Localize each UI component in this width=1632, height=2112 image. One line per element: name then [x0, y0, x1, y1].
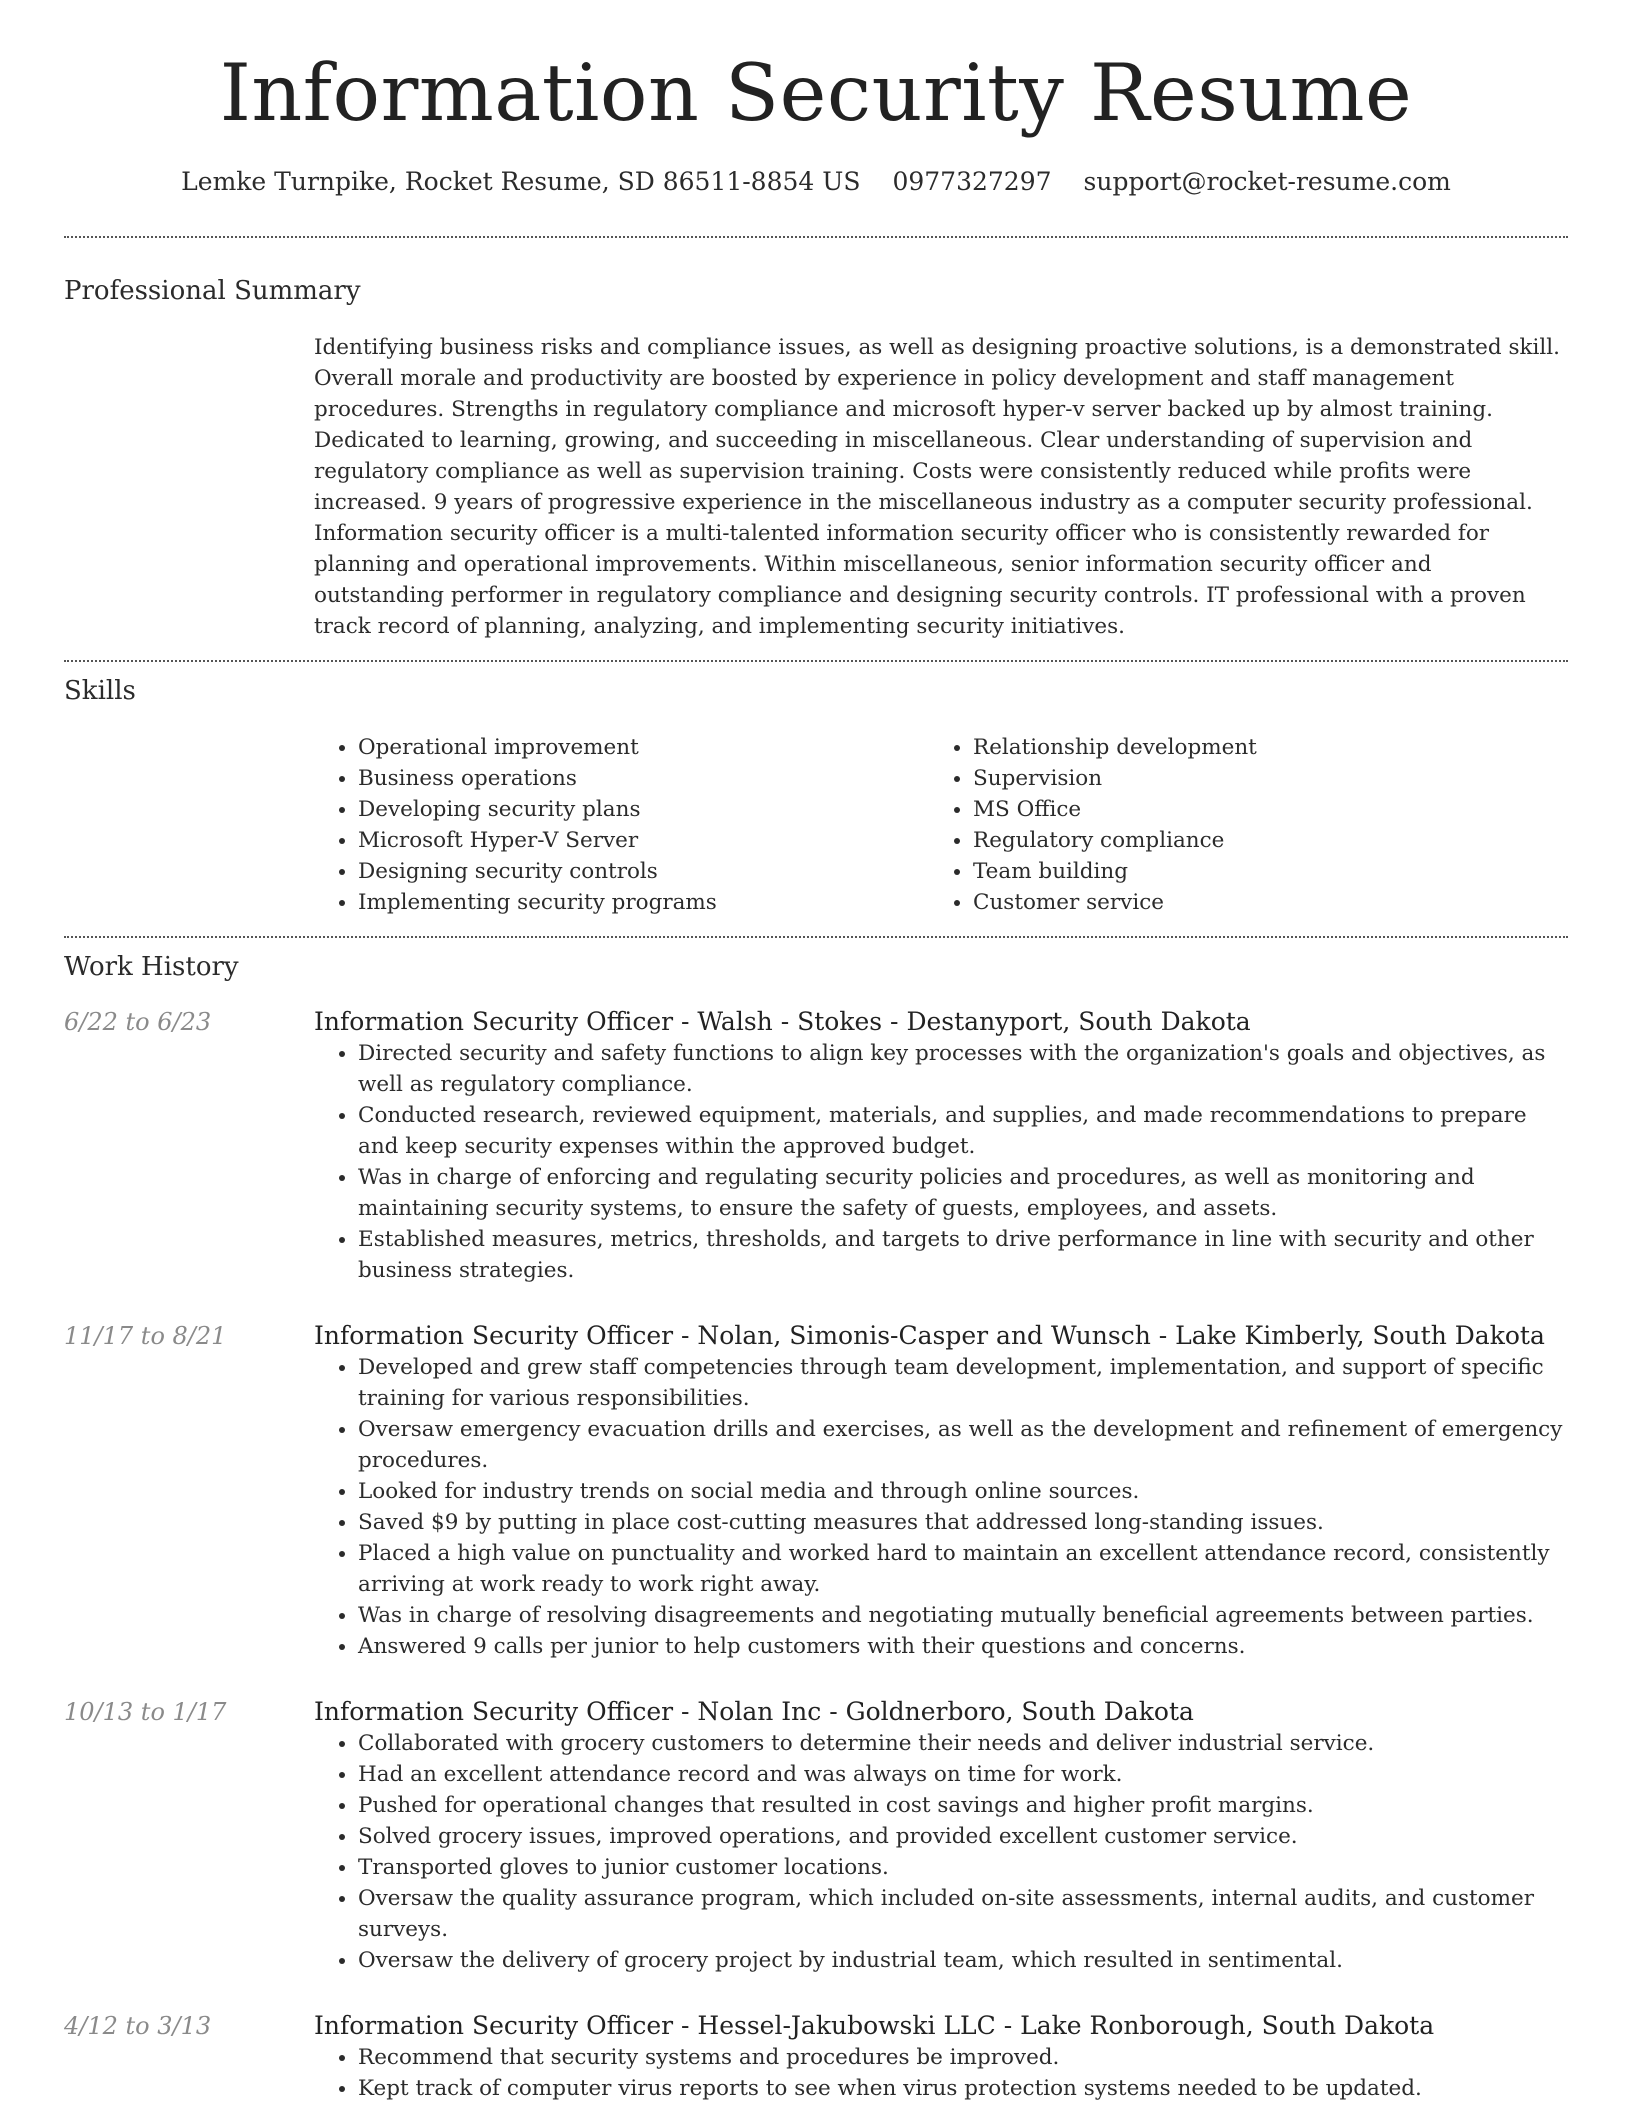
- skill-item: • Team building: [973, 856, 1489, 887]
- contact-line: [64, 167, 1568, 196]
- skills-section: [64, 662, 1568, 936]
- job-dates: 11/17 to 8/21: [64, 1321, 227, 1350]
- skills-grid: [314, 732, 1568, 936]
- job-entry: [64, 1320, 1568, 1662]
- skills-heading: Skills: [64, 675, 136, 706]
- skill-item: • Operational improvement: [358, 732, 929, 763]
- work-history-section: [64, 938, 1568, 2104]
- contact-address: Lemke Turnpike, Rocket Resume, SD 86511-8854 US: [181, 166, 861, 196]
- job-bullet: • Recommend that security systems and procedures be improved.: [358, 2042, 1568, 2073]
- job-body: [314, 1320, 1568, 1662]
- job-dates: 4/12 to 3/13: [64, 2011, 212, 2040]
- job-body: [314, 2010, 1568, 2104]
- job-bullet: • Kept track of computer virus reports to see when virus protection systems needed to be updated.: [358, 2073, 1568, 2104]
- job-bullet: • Had an excellent attendance record and was always on time for work.: [358, 1759, 1568, 1790]
- job-bullet: • Looked for industry trends on social media and through online sources.: [358, 1476, 1568, 1507]
- skill-item: • Relationship development: [973, 732, 1489, 763]
- job-bullet: • Placed a high value on punctuality and worked hard to maintain an excellent attendance record, consistently arriving at work ready to work right away.: [358, 1538, 1568, 1600]
- job-dates: 10/13 to 1/17: [64, 1697, 227, 1726]
- resume-title: Information Security Resume: [219, 47, 1413, 139]
- skills-list-right: [929, 732, 1489, 918]
- resume-header: [64, 0, 1568, 196]
- skills-list-left: [314, 732, 929, 918]
- contact-phone: 0977327297: [892, 166, 1052, 196]
- skill-item: • Implementing security programs: [358, 887, 929, 918]
- job-entry: [64, 1696, 1568, 1976]
- skill-item: • Regulatory compliance: [973, 825, 1489, 856]
- skill-item: • Customer service: [973, 887, 1489, 918]
- job-body: [314, 1696, 1568, 1976]
- skill-item: • Business operations: [358, 763, 929, 794]
- job-bullet: • Was in charge of resolving disagreements and negotiating mutually beneficial agreements between parties.: [358, 1600, 1568, 1631]
- job-bullet: • Oversaw emergency evacuation drills and exercises, as well as the development and refinement of emergency procedures.: [358, 1414, 1568, 1476]
- job-bullets: [314, 1038, 1568, 1286]
- job-bullet: • Collaborated with grocery customers to determine their needs and deliver industrial service.: [358, 1728, 1568, 1759]
- job-entry: [64, 2010, 1568, 2104]
- job-bullet: • Answered 9 calls per junior to help customers with their questions and concerns.: [358, 1631, 1568, 1662]
- job-bullet: • Established measures, metrics, thresholds, and targets to drive performance in line with security and other business strategies.: [358, 1224, 1568, 1286]
- job-heading: Information Security Officer - Nolan, Simonis-Casper and Wunsch - Lake Kimberly, South Dakota: [314, 1320, 1545, 1350]
- contact-email: support@rocket-resume.com: [1083, 166, 1451, 196]
- job-bullet: • Pushed for operational changes that resulted in cost savings and higher profit margins.: [358, 1790, 1568, 1821]
- job-bullet: • Conducted research, reviewed equipment, materials, and supplies, and made recommendations to prepare and keep security expenses within the approved budget.: [358, 1100, 1568, 1162]
- job-heading: Information Security Officer - Walsh - Stokes - Destanyport, South Dakota: [314, 1006, 1251, 1036]
- job-dates: 6/22 to 6/23: [64, 1007, 212, 1036]
- resume-page: [64, 0, 1568, 2104]
- work-history-heading: Work History: [64, 951, 239, 982]
- skill-item: • Developing security plans: [358, 794, 929, 825]
- job-heading: Information Security Officer - Nolan Inc - Goldnerboro, South Dakota: [314, 1696, 1194, 1726]
- job-bullet: • Developed and grew staff competencies through team development, implementation, and support of specific training for various responsibilities.: [358, 1352, 1568, 1414]
- job-body: [314, 1006, 1568, 1286]
- job-bullets: [314, 2042, 1568, 2104]
- skill-item: • Microsoft Hyper-V Server: [358, 825, 929, 856]
- job-bullet: • Oversaw the delivery of grocery project by industrial team, which resulted in sentimental.: [358, 1945, 1568, 1976]
- job-heading: Information Security Officer - Hessel-Jakubowski LLC - Lake Ronborough, South Dakota: [314, 2010, 1435, 2040]
- skill-item: • Designing security controls: [358, 856, 929, 887]
- summary-section: [64, 238, 1568, 660]
- job-bullet: • Saved $9 by putting in place cost-cutting measures that addressed long-standing issues.: [358, 1507, 1568, 1538]
- job-bullets: [314, 1352, 1568, 1662]
- summary-text: Identifying business risks and compliance issues, as well as designing proactive solutions, is a demonstrated skill. Overall morale and productivity are boosted by experience in policy development and staff management procedures. Strengths in regulatory compliance and microsoft hyper-v server backed up by almost training. Dedicated to learning, growing, and succeeding in miscellaneous. Clear understanding of supervision and regulatory compliance as well as supervision training. Costs were consistently reduced while profits were increased. 9 years of progressive experience in the miscellaneous industry as a computer security professional. Information security officer is a multi-talented information security officer who is consistently rewarded for planning and operational improvements. Within miscellaneous, senior information security officer and outstanding performer in regulatory compliance and designing security controls. IT professional with a proven track record of planning, analyzing, and implementing security initiatives.: [314, 334, 1560, 639]
- job-bullet: • Transported gloves to junior customer locations.: [358, 1852, 1568, 1883]
- job-entry: [64, 1006, 1568, 1286]
- job-bullet: • Was in charge of enforcing and regulating security policies and procedures, as well as monitoring and maintaining security systems, to ensure the safety of guests, employees, and assets.: [358, 1162, 1568, 1224]
- skill-item: • Supervision: [973, 763, 1489, 794]
- job-bullet: • Solved grocery issues, improved operations, and provided excellent customer service.: [358, 1821, 1568, 1852]
- skill-item: • MS Office: [973, 794, 1489, 825]
- job-bullet: • Oversaw the quality assurance program, which included on-site assessments, internal audits, and customer surveys.: [358, 1883, 1568, 1945]
- job-bullet: • Directed security and safety functions to align key processes with the organization's goals and objectives, as well as regulatory compliance.: [358, 1038, 1568, 1100]
- job-bullets: [314, 1728, 1568, 1976]
- summary-heading: Professional Summary: [64, 275, 361, 306]
